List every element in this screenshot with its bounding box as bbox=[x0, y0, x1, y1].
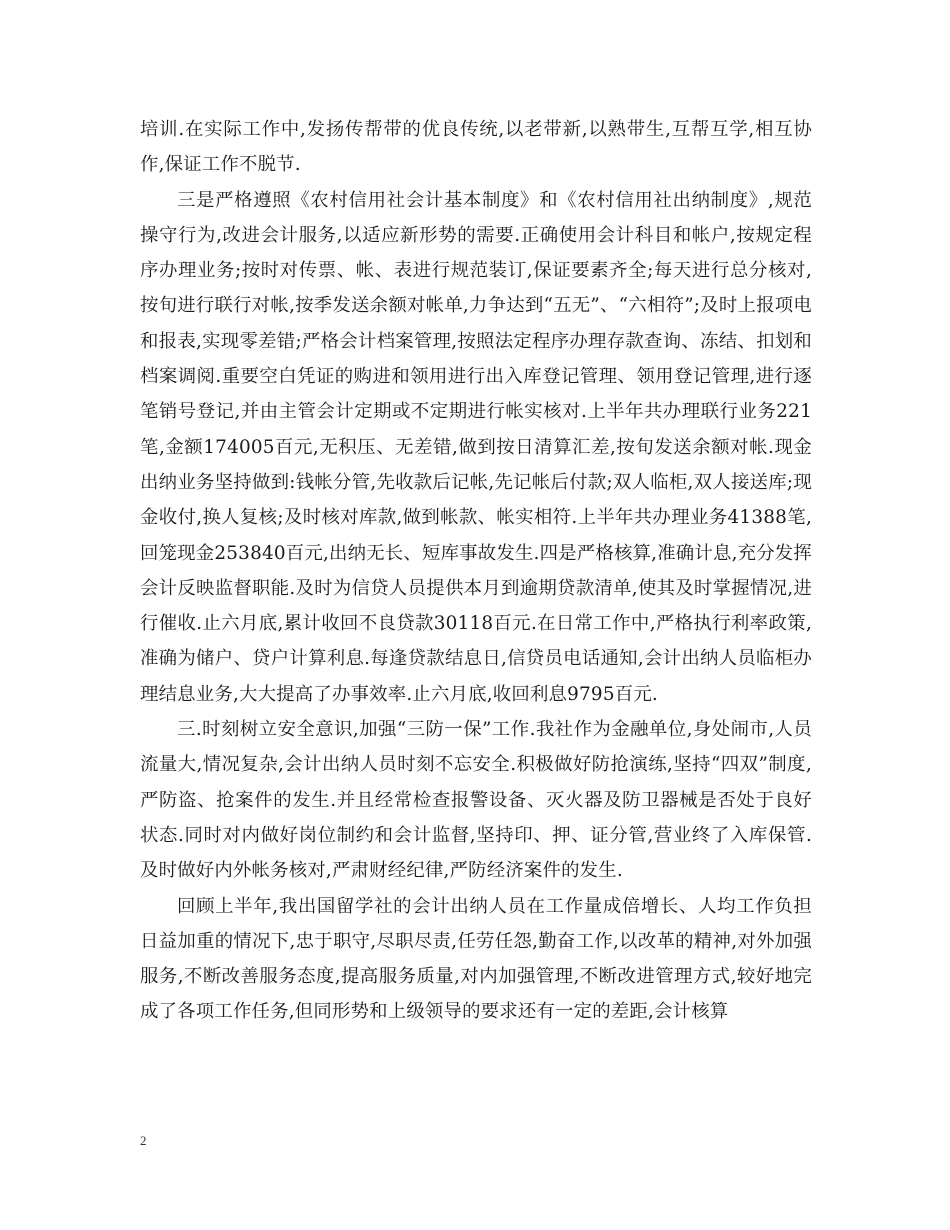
paragraph-continuation: 培训.在实际工作中,发扬传帮带的优良传统,以老带新,以熟带生,互帮互学,相互协作,保证工作不脱节. bbox=[140, 119, 812, 176]
paragraph-review: 回顾上半年,我出国留学社的会计出纳人员在工作量成倍增长、人均工作负担日益加重的情况下,忠于职守,尽职尽责,任劳任怨,勤奋工作,以改革的精神,对外加强服务,不断改善服务态度,提高服务质量,对内加强管理,不断改进管理方式,较好地完成了各项工作任务,但同形势和上级领导的要求还有一定的差距,会计核算 bbox=[140, 895, 812, 1023]
paragraph-accounting-rules: 三是严格遵照《农村信用社会计基本制度》和《农村信用社出纳制度》,规范操守行为,改进会计服务,以适应新形势的需要.正确使用会计科目和帐户,按规定程序办理业务;按时对传票、帐、表进行规范装订,保证要素齐全;每天进行总分核对,按旬进行联行对帐,按季发送余额对帐单,力争达到“五无”、“六相符”;及时上报项电和报表,实现零差错;严格会计档案管理,按照法定程序办理存款查询、冻结、扣划和档案调阅.重要空白凭证的购进和领用进行出入库登记管理、领用登记管理,进行逐笔销号登记,并由主管会计定期或不定期进行帐实核对.上半年共办理联行业务221笔,金额174005百元,无积压、无差错,做到按日清算汇差,按旬发送余额对帐.现金出纳业务坚持做到:钱帐分管,先收款后记帐,先记帐后付款;双人临柜,双人接送库;现金收付,换人复核;及时核对库款,做到帐款、帐实相符.上半年共办理业务41388笔,回笼现金253840百元,出纳无长、短库事故发生.四是严格核算,准确计息,充分发挥会计反映监督职能.及时为信贷人员提供本月到逾期贷款清单,使其及时掌握情况,进行催收.止六月底,累计收回不良贷款30118百元.在日常工作中,严格执行利率政策,准确为储户、贷户计算利息.每逢贷款结息日,信贷员电话通知,会计出纳人员临柜办理结息业务,大大提高了办事效率.止六月底,收回利息9795百元. bbox=[140, 189, 812, 705]
paragraph-security-awareness: 三.时刻树立安全意识,加强“三防一保”工作.我社作为金融单位,身处闹市,人员流量大,情况复杂,会计出纳人员时刻不忘安全.积极做好防抢演练,坚持“四双”制度,严防盗、抢案件的发生.并且经常检查报警设备、灭火器及防卫器械是否处于良好状态.同时对内做好岗位制约和会计监督,坚持印、押、证分管,营业终了入库保管.及时做好内外帐务核对,严肃财经纪律,严防经济案件的发生. bbox=[140, 719, 812, 882]
page-number: 2 bbox=[140, 1133, 147, 1148]
document-body bbox=[140, 112, 812, 1030]
